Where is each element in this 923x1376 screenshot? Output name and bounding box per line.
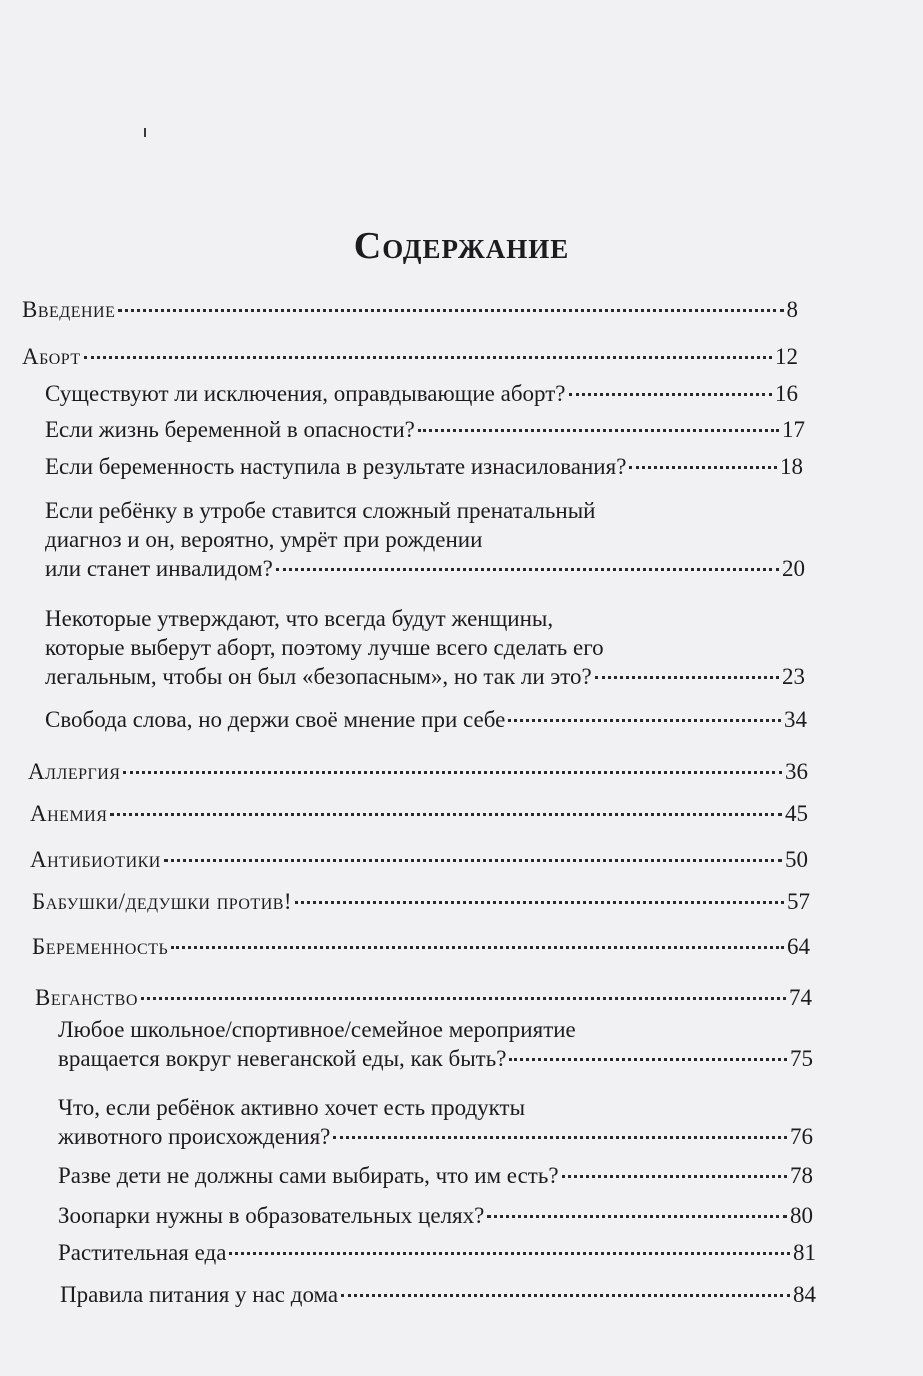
dot-leader xyxy=(110,813,782,816)
toc-entry-text: Растительная еда xyxy=(58,1240,227,1265)
toc-entry-text: животного происхождения? xyxy=(58,1124,331,1149)
page-number: 18 xyxy=(780,454,803,479)
toc-chapter-entry xyxy=(22,295,798,324)
toc-entry-text: легальным, чтобы он был «безопасным», но так ли это? xyxy=(45,664,592,689)
dot-leader xyxy=(123,771,782,774)
dot-leader xyxy=(595,676,779,679)
toc-entry-line xyxy=(58,1122,813,1151)
toc-subsection-entry xyxy=(45,379,798,408)
toc-entry-text: или станет инвалидом? xyxy=(45,556,273,581)
toc-entry-line xyxy=(60,1280,816,1309)
toc-subsection-entry xyxy=(45,496,805,583)
toc-subsection-entry xyxy=(58,1238,816,1267)
print-speck xyxy=(144,128,146,137)
toc-entry-line xyxy=(45,633,805,662)
toc-entry-text: Антибиотики xyxy=(30,847,161,872)
toc-entry-line xyxy=(45,379,798,408)
toc-entry-text: Если ребёнку в утробе ставится сложный пренатальный xyxy=(45,498,596,523)
toc-subsection-entry xyxy=(45,415,805,444)
toc-entry-line xyxy=(45,705,807,734)
toc-entry-line xyxy=(30,799,808,828)
toc-subsection-entry xyxy=(58,1093,813,1151)
toc-entry-line xyxy=(58,1201,813,1230)
dot-leader xyxy=(164,859,782,862)
dot-leader xyxy=(487,1215,787,1218)
toc-entry-text: Если жизнь беременной в опасности? xyxy=(45,417,415,442)
toc-entry-line xyxy=(30,845,808,874)
page-number: 76 xyxy=(790,1124,813,1149)
page-number: 81 xyxy=(793,1240,816,1265)
dot-leader xyxy=(341,1294,790,1297)
toc-entry-text: Любое школьное/спортивное/семейное мероприятие xyxy=(58,1017,576,1042)
page-number: 57 xyxy=(787,889,810,914)
page-number: 45 xyxy=(785,801,808,826)
toc-entry-text: Существуют ли исключения, оправдывающие аборт? xyxy=(45,381,566,406)
toc-entry-line xyxy=(45,662,805,691)
toc-entry-line xyxy=(45,604,805,633)
toc-chapter-entry xyxy=(22,342,798,371)
toc-entry-line xyxy=(22,295,798,324)
dot-leader xyxy=(295,901,784,904)
page-number: 36 xyxy=(785,759,808,784)
toc-entry-text: Что, если ребёнок активно хочет есть продукты xyxy=(58,1095,526,1120)
page-title: Содержание xyxy=(353,225,570,267)
dot-leader xyxy=(333,1136,787,1139)
toc-entry-text: Аборт xyxy=(22,344,81,369)
page-number: 8 xyxy=(786,297,798,322)
page-number: 64 xyxy=(787,934,810,959)
toc-entry-text: вращается вокруг невеганской еды, как быть? xyxy=(58,1046,507,1071)
toc-subsection-entry xyxy=(45,604,805,691)
dot-leader xyxy=(569,393,772,396)
page-number: 12 xyxy=(775,344,798,369)
toc-chapter-entry xyxy=(28,757,808,786)
toc-entry-text: которые выберут аборт, поэтому лучше всего сделать его xyxy=(45,635,604,660)
toc-entry-text: Разве дети не должны сами выбирать, что им есть? xyxy=(58,1163,559,1188)
dot-leader xyxy=(508,719,781,722)
toc-entry-text: Анемия xyxy=(30,801,108,826)
page-number: 17 xyxy=(782,417,805,442)
dot-leader xyxy=(84,356,772,359)
toc-chapter-entry xyxy=(30,845,808,874)
toc-entry-text: Правила питания у нас дома xyxy=(60,1282,339,1307)
page-number: 78 xyxy=(790,1163,813,1188)
dot-leader xyxy=(418,429,779,432)
page-number: 80 xyxy=(790,1203,813,1228)
toc-entry-text: Если беременность наступила в результате изнасилования? xyxy=(45,454,627,479)
page-number: 23 xyxy=(782,664,805,689)
toc-entry-line xyxy=(58,1093,813,1122)
toc-entry-text: Введение xyxy=(22,297,116,322)
toc-entry-line xyxy=(35,983,812,1012)
toc-entry-text: Бабушки/дедушки против! xyxy=(32,889,293,914)
page-number: 84 xyxy=(793,1282,816,1307)
toc-entry-text: Зоопарки нужны в образовательных целях? xyxy=(58,1203,485,1228)
toc-subsection-entry xyxy=(45,452,803,481)
page-number: 74 xyxy=(789,985,812,1010)
toc-entry-text: диагноз и он, вероятно, умрёт при рождении xyxy=(45,527,483,552)
toc-entry-line xyxy=(58,1238,816,1267)
toc-entry-line xyxy=(32,932,810,961)
toc-entry-line xyxy=(28,757,808,786)
toc-subsection-entry xyxy=(60,1280,816,1309)
toc-entry-line xyxy=(58,1044,813,1073)
dot-leader xyxy=(629,466,777,469)
toc-chapter-entry xyxy=(32,887,810,916)
toc-entry-line xyxy=(45,525,805,554)
toc-entry-line xyxy=(58,1161,813,1190)
dot-leader xyxy=(509,1058,787,1061)
page-number: 50 xyxy=(785,847,808,872)
dot-leader xyxy=(562,1175,787,1178)
toc-chapter-entry xyxy=(30,799,808,828)
toc-entry-line xyxy=(32,887,810,916)
toc-entry-line xyxy=(58,1015,813,1044)
toc-subsection-entry xyxy=(58,1201,813,1230)
toc-entry-line xyxy=(22,342,798,371)
page-number: 34 xyxy=(784,707,807,732)
toc-entry-line xyxy=(45,496,805,525)
dot-leader xyxy=(171,946,784,949)
page-number: 75 xyxy=(790,1046,813,1071)
toc-entry-line xyxy=(45,415,805,444)
toc-chapter-entry xyxy=(35,983,812,1012)
toc-entry-line xyxy=(45,452,803,481)
page-number: 20 xyxy=(782,556,805,581)
toc-subsection-entry xyxy=(45,705,807,734)
toc-entry-text: Некоторые утверждают, что всегда будут женщины, xyxy=(45,606,554,631)
dot-leader xyxy=(229,1252,790,1255)
dot-leader xyxy=(118,309,783,312)
toc-chapter-entry xyxy=(32,932,810,961)
toc-entry-line xyxy=(45,554,805,583)
toc-subsection-entry xyxy=(58,1015,813,1073)
dot-leader xyxy=(276,568,779,571)
toc-subsection-entry xyxy=(58,1161,813,1190)
toc-entry-text: Свобода слова, но держи своё мнение при себе xyxy=(45,707,506,732)
toc-entry-text: Веганство xyxy=(35,985,138,1010)
page-number: 16 xyxy=(775,381,798,406)
dot-leader xyxy=(141,997,786,1000)
toc-entry-text: Беременность xyxy=(32,934,169,959)
toc-entry-text: Аллергия xyxy=(28,759,121,784)
